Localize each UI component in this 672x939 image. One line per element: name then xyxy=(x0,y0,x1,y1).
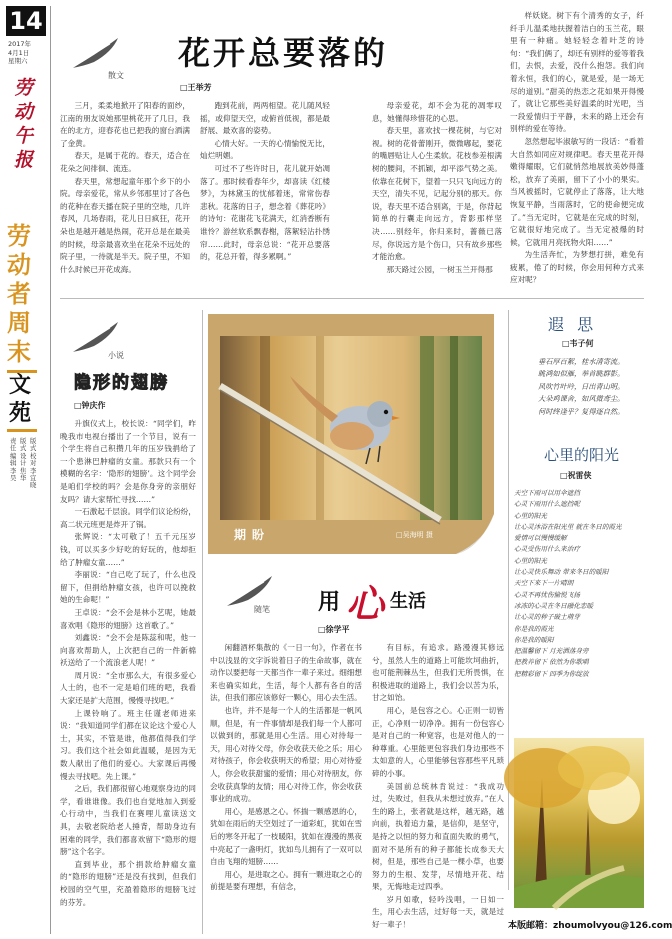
feather-icon-essay2 xyxy=(218,572,288,610)
article-title: 花开总要落的 xyxy=(178,34,389,72)
page-number-box xyxy=(6,6,46,36)
article-title: 用 心 生活 xyxy=(318,580,426,620)
bird-photo xyxy=(220,336,482,520)
poem-title: 遐 思 xyxy=(548,315,598,334)
poem-body: 天空下雨可以用伞遮挡 心灵下雨用什么遮挡呢 心里的阳光 让心灵沐浴在阳光里 就在冬日的霞光 爱情可以慢慢缓解 心灵受伤用什么来治疗 心里的阳光 让心灵快乐舞动 带来冬日的暖阳 天空下来下一片晴朗 心灵不再忧伤愉悦飞扬 冰冻的心灵在冬日融化恋暖 让心灵的种子破土萌芽 你是我的霞光 你是我的暖阳 把温馨留下 月光洒落身旁 把教养留下 依然为你歌唱 把精彩留下 四季为你绽放 xyxy=(514,489,622,678)
article-column: 升旗仪式上，校长说：“同学们，昨晚我市电视台播出了一个节目，说有一个学生将自己积攒几年的压岁钱捐给了一个患淋巴肿瘤的女童。那款只有一个模糊的名字：‘隐形的翅膀’。这个同学会是咱们学校的吗？会是你身旁的亲朋好友吗？请大家帮忙寻找……” 一石激起千层浪。同学们议论纷纷，高二状元班更是炸开了锅。 张辉说：“太可敬了！五千元压岁钱，可以买多少好吃的好玩的，他却拒给了肿瘤女童……” 李丽说：“自己吃了玩了，什么也没留下，但捐给肿瘤女孩，也许可以挽救她的生命呢！” 王卓说：“会不会是林小艺呢，她最喜欢唱《隐形的翅膀》这首歌了。” 刘鑫说：“会不会是陈蕊和呢，他一向喜欢帮助人，上次把自己的一件新棉袄送给了一个流浪老人呢！” 周月说：“全市那么大，有很多爱心人士的，也不一定是咱们班的吧，我看大家还是扩大范围，慢慢寻找吧。” 上课铃响了。班主任谨老师进来说：“我知道同学们都在议论这个爱心人士，其实，不管是谁，他都值得我们学习。我们这个社会如此温暖，是因为无数人献出了他们的爱心。大家课后再慢慢去寻找吧。先上课。” 之后，我们都很留心地观察身边的同学，看谁谁像。我们也自觉地加入到爱心行动中，当我们在赛哩儿童读送文具，去敬老院给老人捶背，帮助身边有困难的同学，我们都喜欢留下“隐形的翅膀”这个名字。 直到毕业，那个捐款给肿瘤女童的“隐形的翅膀”还是没有找到，但我们校园的空气里，充盈着隐形的翅膀飞过的芬芳。 xyxy=(60,419,196,907)
subsection-title: 文苑 xyxy=(9,373,32,426)
article-author: □王举芳 xyxy=(180,83,212,92)
section-divider xyxy=(60,298,644,299)
column-divider xyxy=(508,310,509,890)
article-column: 有目标，有追求。路漫漫其修远兮，虽然人生的道路上可能坎坷曲折，也可能荆棘丛生，但我们无所畏惧，在积极进取的道路上，我们会以苦为乐，甘之如饴。 用心，是包容之心。心正则一切皆正，心净则一切净净。拥有一份包容心是对自己的一种宽容，也是对他人的一种尊重。心里能更包容我们身边那些不太如意的人，心里能够包容那些平凡琐碎的小事。 美国前总统林肯说过：“我成功过，失败过，但我从未想过放弃。”在人生的路上，张者就是这样，越无路，越向前，执着追力量，是信仰，是坚守，是持之以恒的努力和直面失败的勇气，面对不是所有的种子都能长成参天大树，但是，那些自己是一棵小草，也要努力的生根、发芽，尽情地开花、结果，无悔地走过四季。 岁月如歌，轻吟浅唱，一日如一生，用心去生活，过好每一天，就是过好一辈子！ xyxy=(372,643,504,930)
article-column: 样妖娆。树下有个清秀的女子，纤纤手儿温柔地扶握着洁白的玉兰花，眼里有一种痛。她轻轻念着叶芝的诗句：“我们俩了，却还有别样的爱等着我们，去恨，去爱，没什么抱怨。我们向着永恒，我们的心，就是爱，是一场无尽的道别。”甜美的热恋之花如果开得慢了，就让它那些美好温柔的时光吧，当一段爱情归于平静，未来的路上还会有别样的爱在等待。 忽然想起毕淑敏写的一段话：“看着大自然如同应对规律吧。春天里花开得嫩得耀眼，它们就悄然地展放美妙得蓬松，放弃了美丽，留下了小小的果实。当风被摇时，它就停止了落落，让大地恢复平静，当雨落时，它的使命便完成了。”当无定时，它就是在完成的时刻，它就很好地完成了。当无定被爆的时候，它就用月亮抚物火阳……” 为生活奔忙，为梦想打拼，难免有疲累，倦了的时候，你会用何种方式来应对呢？ xyxy=(510,11,644,285)
article-column: 母亲爱花，却不会为花的凋零叹息，她懂得珍惜花的心思。 春天里，喜欢找一棵花树，与它对视。树的花骨蕾刚开，微微嘟起，要花的嘴唇贴让人心生柔软。花枝参差根满树的腰间，不抓颖，却平添气势之美。依靠在花树下，望着一只只飞向远方的天空，清失不见，记起分别的那天。你说，春天里不适合别离，于是，你背起简单的行囊走向远方，背影那样坚决……别经年，你归来时，蔷薇已落尽，你说远方是个伤口，只有故乡那些才能治愈。 那天路过公园，一树玉兰开得那 xyxy=(372,101,502,274)
footer-email: 本版邮箱：zhoumolvyou@126.com xyxy=(508,921,672,931)
page-curl xyxy=(456,514,494,554)
email-link[interactable]: zhoumolvyou@126.com xyxy=(553,921,672,931)
masthead: 劳动午报 xyxy=(14,77,34,171)
page-number: 14 xyxy=(9,7,43,35)
article-author: □徐学平 xyxy=(318,625,350,634)
heart-char: 心 xyxy=(346,581,385,626)
column-divider xyxy=(202,310,203,934)
article-column: 三月，柔柔地掀开了阳春的面纱，江南的朋友说她那里桃花开了几日，我在的北方，迎春花也已把我的窗台洒满了金黄。 春天，是属于花的。春天，适合在花朵之间徘徊、流连。 春天里，常想起童年那个乡下的小院。母亲爱花，常从乡邻那里讨了各色的花种在春天播在院子里的空地，几许春风，几场春雨，花儿日日疯狂，花开朵也是越开越是热闹，花开总是在最美的时候，母亲最喜欢坐在花朵不远处的院子里，一待就是半天。院子里，不知什么时候已开花成海。 xyxy=(60,101,190,274)
article-column: 闲翻酒杯集散的《一日一句》，作者在书中以浅显的文字诉说着日子的生命故事，就在动作以要把每一天都当作一辈子来过。细细想来也确实如此，生活，每个人都有各自的活法，但我们都应该修好一颗心，用心去生活。 也许，并不是每一个人的生活都是一帆风顺，但是，有一件事情却是我们每一个人都可以做到的，那就是用心生活。用心对待每一天，用心对待父母，你会收获天伦之乐；用心对待孩子，你会收获明天的希望；用心对待爱人，你会收获甜蜜的爱情；用心对待朋友，你会收获真挚的友情；用心对待工作，你会收获事业的成功。 用心，是感恩之心。怀揣一颗感恩的心，犹如在雨后的天空划过了一道彩虹，犹如在雪后的寒冬开起了一枝暖阳，犹如在漫漫的黑夜中亮起了一盏明灯，犹如鸟儿拥有了一双可以自由飞翔的翅膀…… 用心，是进取之心。拥有一颗进取之心的前提是要有理想，有信念， xyxy=(210,643,362,892)
sidebar-divider xyxy=(50,6,51,934)
section-title: 劳动者周末 xyxy=(7,222,31,366)
feather-icon-essay xyxy=(64,34,134,72)
photo-caption: 期盼 xyxy=(234,528,271,542)
issue-date: 2017年 4月1日 星期六 xyxy=(8,40,32,65)
article-author: □钟庆作 xyxy=(74,401,106,410)
category-label: 散文 xyxy=(108,71,124,80)
photo-frame xyxy=(208,314,494,554)
poem-title: 心里的阳光 xyxy=(544,446,620,464)
poem-author: □祝雷侠 xyxy=(560,471,592,480)
forest-photo xyxy=(514,738,644,908)
poem-body: 垂石厚百絮，桂水清寄流。 眺鸿如似雁，举首眺群影。 风吹竹叶吟，日出青山明。 大朵鸡课舍，如风微鸢尘。 何时终逢乎？复得逐自然。 xyxy=(538,357,625,416)
article-title: 隐形的翅膀 xyxy=(74,373,169,393)
poem-author: □韦子何 xyxy=(562,339,594,348)
category-label: 小说 xyxy=(108,351,124,360)
staff-credits: 版式校对 李宜晓 版式设计 焦华 责任编辑 李昊 xyxy=(10,437,37,490)
photo-credit: □吴海明 摄 xyxy=(396,531,433,539)
article-column: 跑到花前，两两相望。花儿随风轻摇，或仰望天空，或俯首低视，都是最舒展、最欢喜的姿势。 心情大好。一天的心情愉悦无比，灿烂明媚。 可过不了些许时日，花儿就开始凋落了。那时候看春年少，却喜读《红楼梦》，为林黛玉的忧郁着迷，常常伤春悲秋。花落的日子，想念着《葬花吟》的诗句：花谢花飞花满天，红消香断有谁怜？游丝软系飘春榭，落絮轻沾扑绣帘……此时，母亲总说：“花开总要落的，花总开着，得多累啊。” xyxy=(200,101,330,262)
category-label: 随笔 xyxy=(254,605,270,614)
